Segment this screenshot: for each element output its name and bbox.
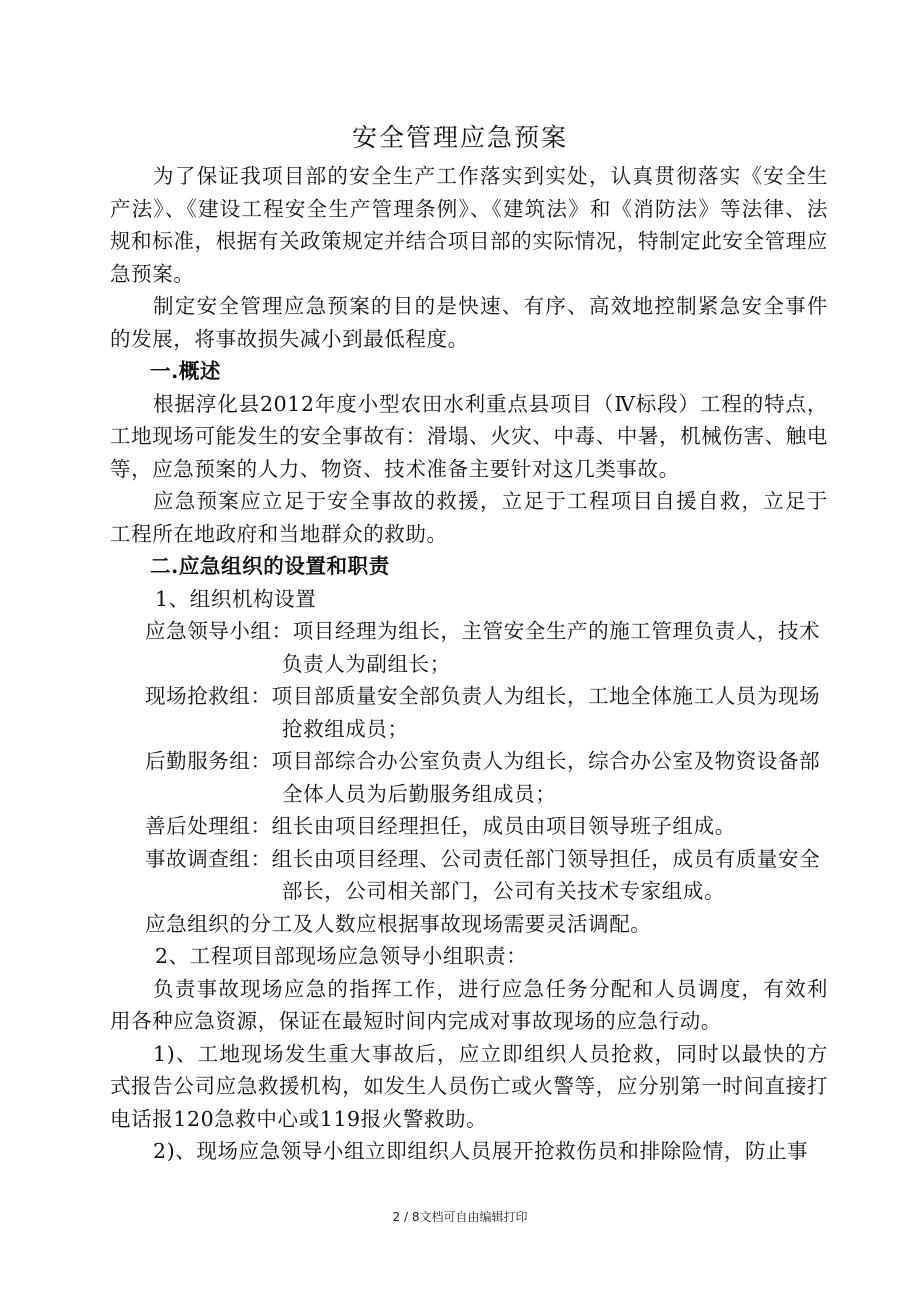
duty-item-2: 2)、现场应急领导小组立即组织人员展开抢救伤员和排除险情，防止事 <box>153 1139 809 1163</box>
intro-paragraph-1: 为了保证我项目部的安全生产工作落实到实处，认真贯彻落实《安全生产法》、《建设工程安全生产管理条例》、《建筑法》和《消防法》等法律、法规和标准，根据有关政策规定并结合项目部的实际情况，特制定此安全管理应急预案。 <box>110 164 828 286</box>
page-footer: 2 / 8文档可自由编辑打印 <box>392 1210 528 1224</box>
org-item-rescue: 现场抢救组：项目部质量安全部负责人为组长，工地全体施工人员为现场抢救组成员； <box>145 684 821 741</box>
section-1-paragraph-2: 应急预案应立足于安全事故的救援，立足于工程项目自援自救，立足于工程所在地政府和当地群众的救助。 <box>110 489 828 546</box>
section-2-subheading-1: 1、组织机构设置 <box>155 586 317 611</box>
section-2-heading: 二.应急组织的设置和职责 <box>150 554 390 578</box>
intro-paragraph-2: 制定安全管理应急预案的目的是快速、有序、高效地控制紧急安全事件的发展，将事故损失减小到最低程度。 <box>110 294 828 351</box>
org-item-investigation: 事故调查组：组长由项目经理、公司责任部门领导担任，成员有质量安全部长，公司相关部门，公司有关技术专家组成。 <box>145 846 821 903</box>
org-item-logistics: 后勤服务组：项目部综合办公室负责人为组长，综合办公室及物资设备部全体人员为后勤服务组成员； <box>145 749 821 806</box>
document-title: 安全管理应急预案 <box>351 123 568 152</box>
section-1-heading: 一.概述 <box>150 359 222 383</box>
document-body <box>110 160 828 1168</box>
section-1-paragraph-1: 根据淳化县2012年度小型农田水利重点县项目（Ⅳ标段）工程的特点，工地现场可能发生的安全事故有：滑塌、火灾、中毒、中暑，机械伤害、触电等，应急预案的人力、物资、技术准备主要针对这几类事故。 <box>110 391 828 481</box>
org-item-leadership: 应急领导小组：项目经理为组长，主管安全生产的施工管理负责人，技术负责人为副组长； <box>145 619 821 676</box>
section-2-subheading-2: 2、工程项目部现场应急领导小组职责： <box>155 944 528 968</box>
org-item-aftermath: 善后处理组：组长由项目经理担任，成员由项目领导班子组成。 <box>145 814 736 838</box>
duty-intro-paragraph: 负责事故现场应急的指挥工作，进行应急任务分配和人员调度，有效利用各种应急资源，保证在最短时间内完成对事故现场的应急行动。 <box>110 976 828 1033</box>
org-note: 应急组织的分工及人数应根据事故现场需要灵活调配。 <box>145 911 652 936</box>
duty-item-1: 1)、工地现场发生重大事故后，应立即组织人员抢救，同时以最快的方式报告公司应急救援机构，如发生人员伤亡或火警等，应分别第一时间直接打电话报120急救中心或119报火警救助。 <box>110 1041 828 1131</box>
